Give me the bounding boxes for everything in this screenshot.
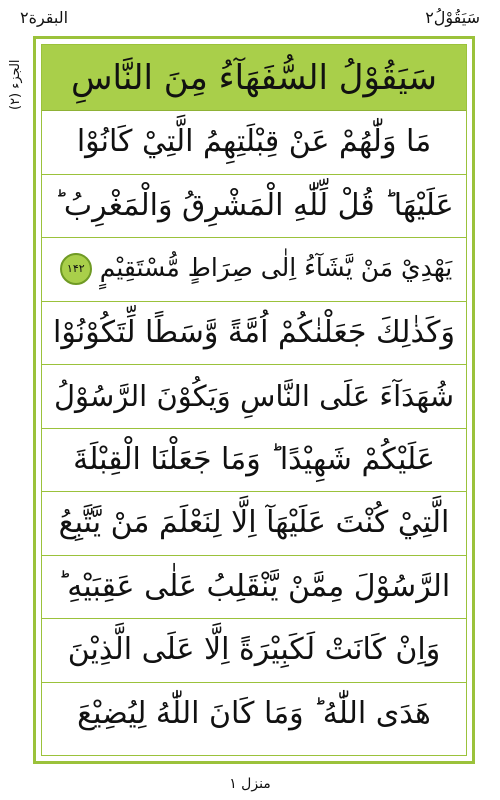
verse-line-text: وَكَذٰلِكَ جَعَلْنٰكُمْ اُمَّةً وَّسَطًا لِّتَكُوْنُوْا: [53, 314, 455, 350]
verse-line-words: يَهْدِيْ مَنْ يَّشَآءُ اِلٰى صِرَاطٍ مُّسْتَقِيْمٍ: [99, 252, 453, 282]
verse-line-text: الَّتِيْ كُنْتَ عَلَيْهَآ اِلَّا لِنَعْلَمَ مَنْ يَّتَّبِعُ: [58, 505, 450, 541]
page-footer: منزل ۱: [229, 776, 271, 792]
verse-lines: [42, 110, 466, 755]
verse-line: [42, 110, 466, 175]
title-band: [42, 45, 466, 111]
verse-line: [42, 237, 466, 302]
page-header-left: البقرة۲: [20, 8, 69, 27]
page-frame: [33, 36, 475, 764]
verse-line-text: [56, 253, 452, 285]
verse-line: [42, 618, 466, 683]
verse-line-text: وَاِنْ كَانَتْ لَكَبِيْرَةً اِلَّا عَلَى الَّذِيْنَ: [67, 632, 441, 668]
verse-line: [42, 364, 466, 429]
verse-line-text: شُهَدَآءَ عَلَى النَّاسِ وَيَكُوْنَ الرَّسُوْلُ: [53, 378, 455, 413]
verse-line-text: عَلَيْهَا ؕ قُلْ لِّلّٰهِ الْمَشْرِقُ وَالْمَغْرِبُ ؕ: [54, 187, 454, 223]
juz-side-label: الجزء (۲): [8, 59, 23, 110]
verse-line-text: عَلَيْكُمْ شَهِيْدًا ؕ وَمَا جَعَلْنَا الْقِبْلَةَ: [73, 441, 435, 477]
ayah-number-marker: ۱۴۲: [60, 253, 92, 285]
verse-line-text: هَدَى اللّٰهُ ؕ وَمَا كَانَ اللّٰهُ لِيُضِيْعَ: [77, 695, 431, 731]
verse-line: [42, 682, 466, 746]
verse-line-text: الرَّسُوْلَ مِمَّنْ يَّنْقَلِبُ عَلٰى عَقِبَيْهِ ؕ: [57, 568, 451, 604]
verse-line: [42, 491, 466, 556]
verse-line: [42, 301, 466, 366]
page-title: سَيَقُوْلُ السُّفَهَآءُ مِنَ النَّاسِ: [70, 57, 437, 98]
verse-line-text: مَا وَلّٰهُمْ عَنْ قِبْلَتِهِمُ الَّتِيْ كَانُوْا: [76, 124, 432, 160]
verse-line: [42, 555, 466, 620]
verse-line: [42, 428, 466, 493]
page-header-right: سَيَقُوْلُ۲: [425, 8, 480, 27]
page-inner-frame: [41, 44, 467, 756]
verse-line: [42, 174, 466, 239]
